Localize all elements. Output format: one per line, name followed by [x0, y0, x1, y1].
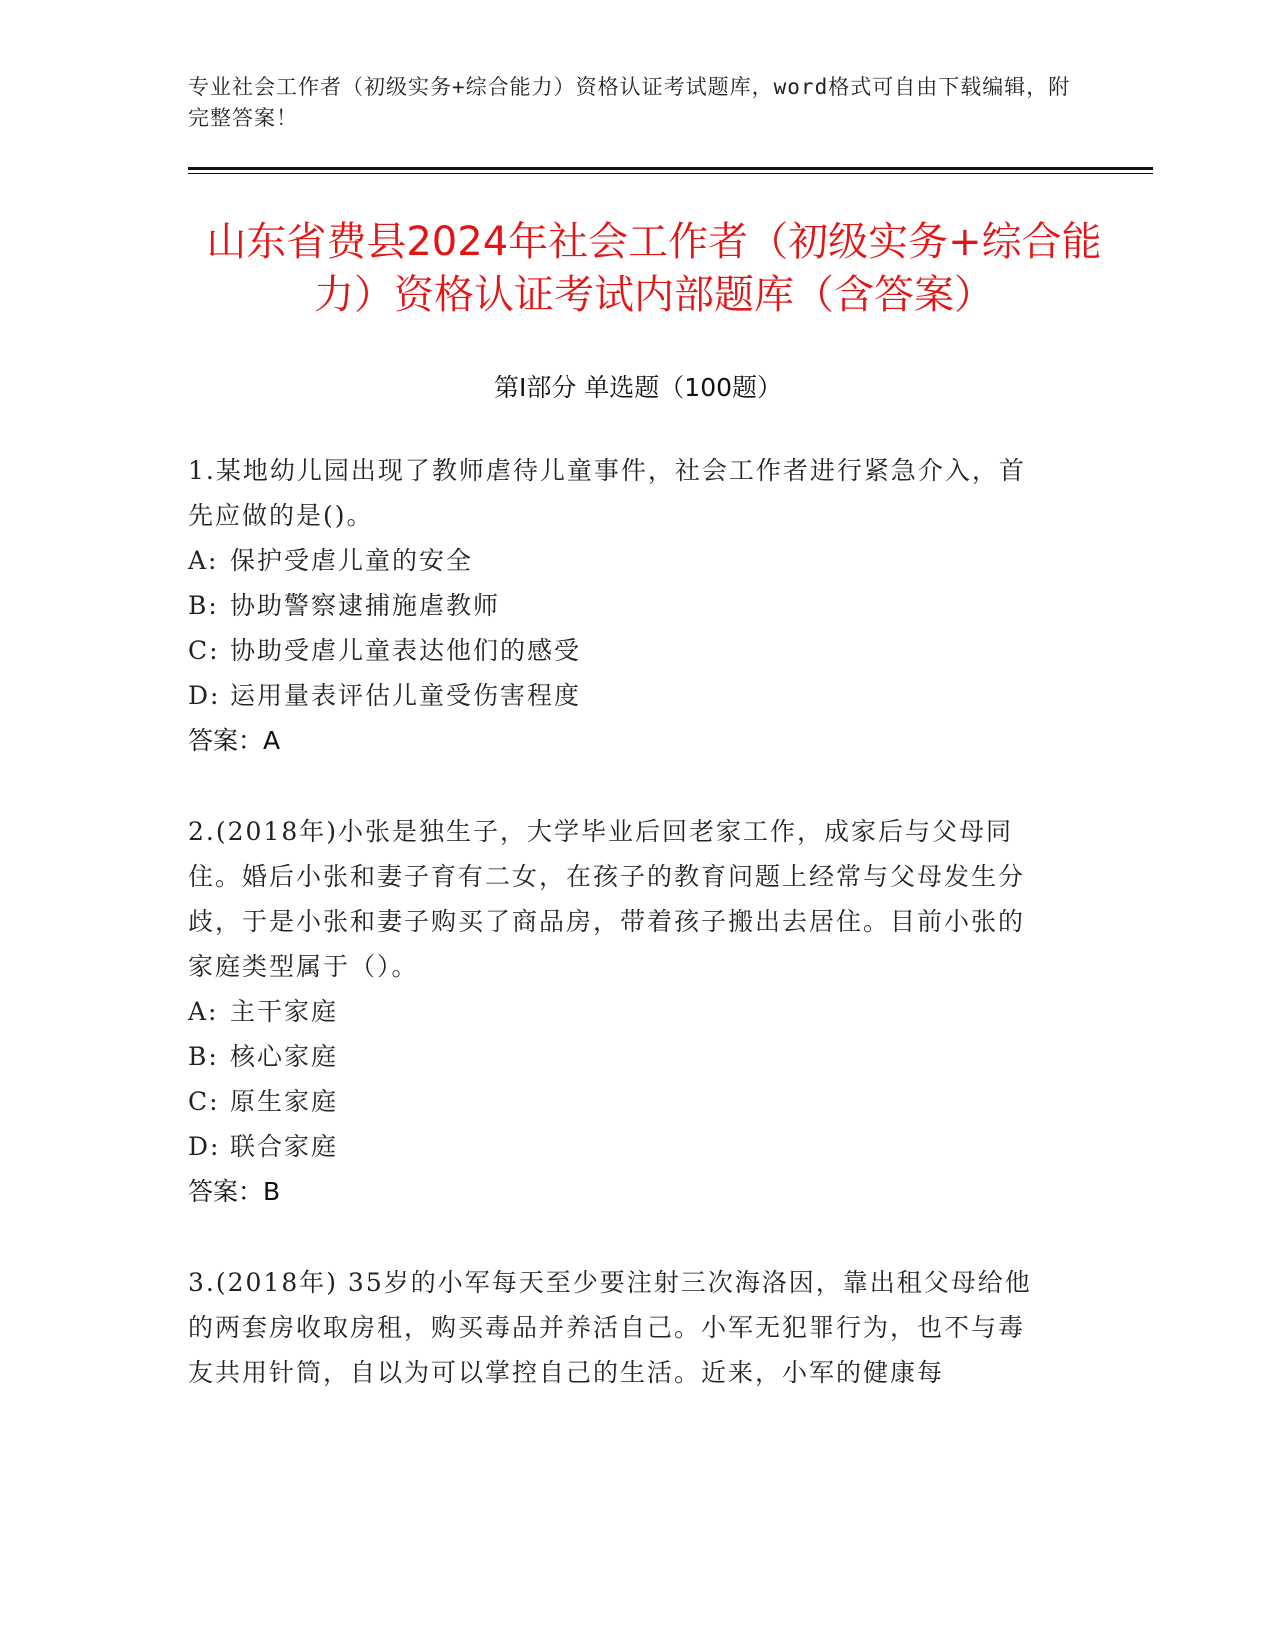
question-list	[188, 448, 1153, 1395]
option-text: 原生家庭	[230, 1087, 339, 1116]
question-2	[188, 809, 1153, 1214]
question-option-d	[188, 1124, 1048, 1169]
document-page	[188, 72, 1153, 1441]
question-stem: 2.(2018年)小张是独生子，大学毕业后回老家工作，成家后与父母同住。婚后小张和妻子育有二女，在孩子的教育问题上经常与父母发生分歧，于是小张和妻子购买了商品房，带着孩子搬出去居住。目前小张的家庭类型属于（）。	[188, 817, 1026, 981]
option-text: 联合家庭	[230, 1132, 339, 1161]
option-key: D:	[188, 1132, 221, 1161]
option-key: B:	[188, 1042, 219, 1071]
option-key: C:	[188, 1087, 220, 1116]
header-rule-thick	[188, 167, 1153, 170]
section-title: 第I部分 单选题（100题）	[493, 373, 783, 402]
option-key: B:	[188, 591, 219, 620]
question-stem: 3.(2018年) 35岁的小军每天至少要注射三次海洛因，靠出租父母给他的两套房收取房租，购买毒品并养活自己。小军无犯罪行为，也不与毒友共用针筒，自以为可以掌控自己的生活。近来，小军的健康每	[188, 1268, 1032, 1387]
option-text: 协助警察逮捕施虐教师	[230, 591, 501, 620]
question-option-d	[188, 673, 1048, 718]
question-3	[188, 1260, 1153, 1395]
option-key: A:	[188, 997, 219, 1026]
question-option-b	[188, 583, 1048, 628]
question-option-b	[188, 1034, 1048, 1079]
option-text: 主干家庭	[230, 997, 339, 1026]
option-text: 核心家庭	[230, 1042, 339, 1071]
option-key: C:	[188, 636, 220, 665]
document-title: 山东省费县2024年社会工作者（初级实务+综合能力）资格认证考试内部题库（含答案）	[206, 219, 1102, 318]
header-rule-thin	[188, 173, 1153, 174]
option-text: 保护受虐儿童的安全	[230, 546, 474, 575]
question-option-c	[188, 628, 1048, 673]
question-1	[188, 448, 1153, 763]
question-option-c	[188, 1079, 1048, 1124]
option-key: A:	[188, 546, 219, 575]
question-answer: 答案：B	[188, 1177, 281, 1206]
question-stem: 1.某地幼儿园出现了教师虐待儿童事件，社会工作者进行紧急介入，首先应做的是()。	[188, 456, 1026, 530]
header-note: 专业社会工作者（初级实务+综合能力）资格认证考试题库，word格式可自由下载编辑，附完整答案！	[188, 75, 1071, 130]
question-option-a	[188, 989, 1048, 1034]
option-text: 运用量表评估儿童受伤害程度	[230, 681, 582, 710]
question-answer: 答案：A	[188, 726, 281, 755]
option-key: D:	[188, 681, 221, 710]
question-option-a	[188, 538, 1048, 583]
option-text: 协助受虐儿童表达他们的感受	[230, 636, 582, 665]
